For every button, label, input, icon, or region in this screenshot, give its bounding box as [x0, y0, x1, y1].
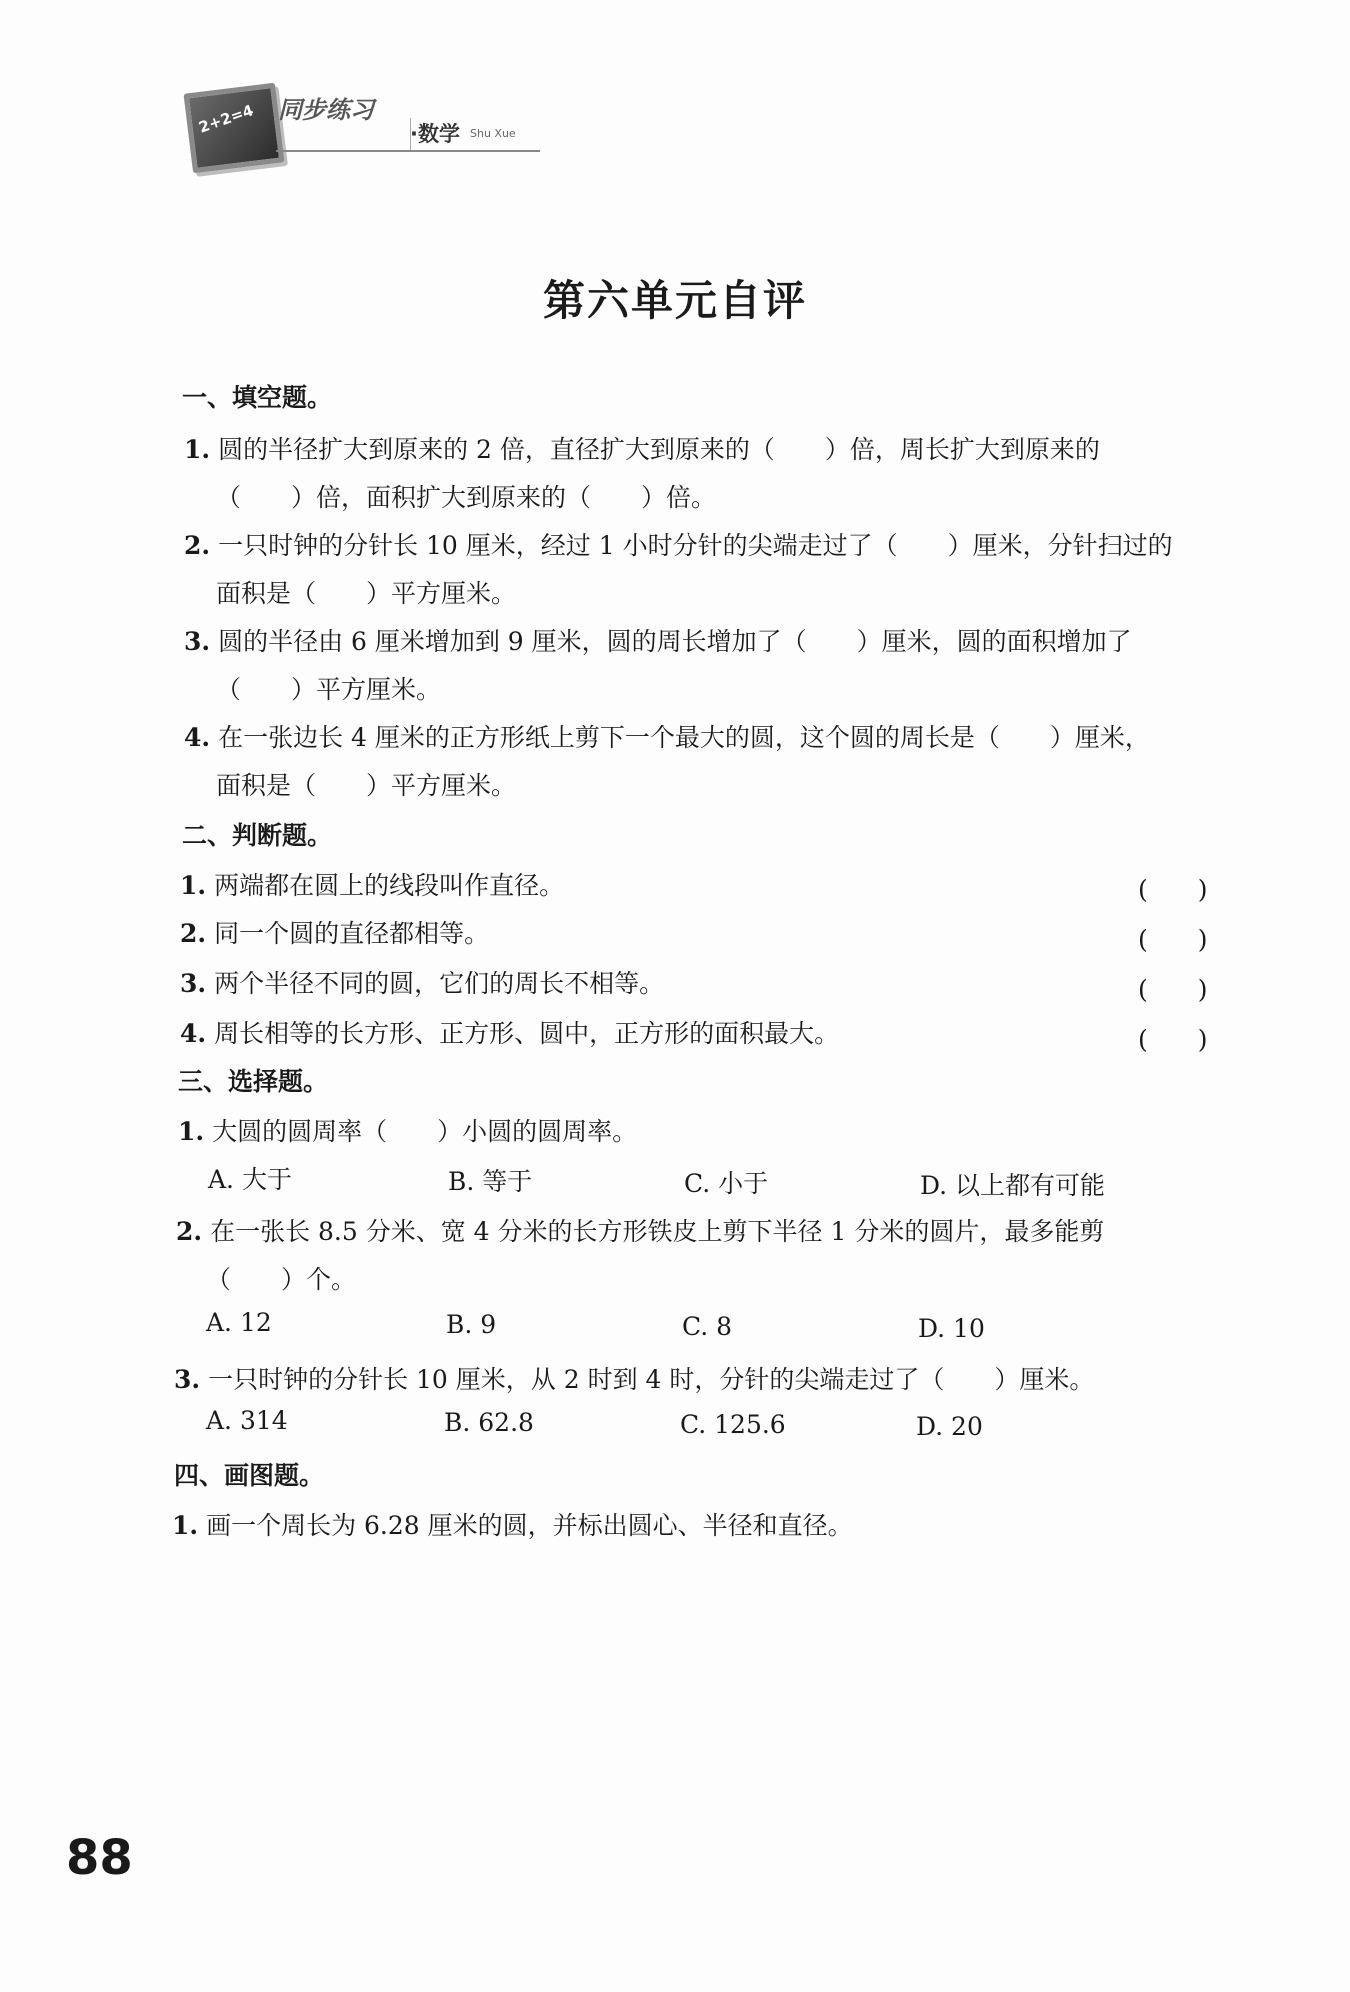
question-number: 1.	[172, 1511, 199, 1540]
section-draw-heading: 四、画图题。	[174, 1461, 325, 1490]
header-subject-text: 数学	[417, 122, 460, 146]
question-text: 两端都在圆上的线段叫作直径。	[214, 871, 565, 900]
question-text: 同一个圆的直径都相等。	[214, 919, 490, 948]
question-number: 3.	[180, 969, 207, 998]
option-a[interactable]: A. 314	[206, 1406, 288, 1435]
page-title: 第六单元自评	[542, 276, 807, 325]
choice-q2-line2: （ ）个。	[206, 1265, 357, 1294]
fill-q2-line2: 面积是（ ）平方厘米。	[216, 579, 517, 608]
option-c[interactable]: C. 125.6	[680, 1410, 786, 1439]
question-text: 在一张长 8.5 分米、宽 4 分米的长方形铁皮上剪下半径 1 分米的圆片，最多能剪	[210, 1217, 1105, 1246]
option-a[interactable]: A. 12	[206, 1308, 272, 1337]
fill-q1-line2: （ ）倍，面积扩大到原来的（ ）倍。	[216, 483, 717, 512]
header-dot: ·	[410, 122, 418, 146]
board-text: 2+2=4	[196, 101, 256, 137]
choice-q2-line1	[176, 1212, 1104, 1248]
question-text: 圆的半径由 6 厘米增加到 9 厘米，圆的周长增加了（ ）厘米，圆的面积增加了	[218, 627, 1132, 656]
judge-q3	[180, 964, 664, 1000]
question-number: 1.	[178, 1117, 205, 1146]
question-text: 两个半径不同的圆，它们的周长不相等。	[214, 969, 665, 998]
question-number: 3.	[174, 1365, 201, 1394]
question-number: 2.	[180, 919, 207, 948]
option-d[interactable]: D. 10	[918, 1314, 985, 1343]
section-choice-heading: 三、选择题。	[178, 1067, 329, 1096]
question-text: 大圆的圆周率（ ）小圆的圆周率。	[212, 1117, 638, 1146]
question-number: 2.	[184, 531, 211, 560]
fill-q4-line1	[184, 718, 1150, 754]
option-c[interactable]: C. 8	[682, 1312, 733, 1341]
judge-q1	[180, 866, 564, 902]
option-b[interactable]: B. 等于	[448, 1167, 533, 1196]
question-text: 一只时钟的分针长 10 厘米，从 2 时到 4 时，分针的尖端走过了（ ）厘米。	[208, 1365, 1095, 1394]
section-judge-heading: 二、判断题。	[182, 821, 333, 850]
answer-paren[interactable]: ( )	[1138, 925, 1208, 954]
question-text: 在一张边长 4 厘米的正方形纸上剪下一个最大的圆，这个圆的周长是（ ）厘米，	[218, 723, 1150, 752]
option-b[interactable]: B. 9	[446, 1310, 497, 1339]
answer-paren[interactable]: ( )	[1138, 975, 1208, 1004]
question-number: 4.	[180, 1019, 207, 1048]
question-text: 一只时钟的分针长 10 厘米，经过 1 小时分针的尖端走过了（ ）厘米，分针扫过的	[218, 531, 1173, 560]
chalkboard-icon	[183, 83, 284, 174]
question-number: 1.	[184, 435, 211, 464]
option-b[interactable]: B. 62.8	[444, 1408, 534, 1437]
header-underline	[276, 150, 540, 152]
fill-q2-line1	[184, 526, 1173, 562]
choice-q1	[178, 1112, 637, 1148]
option-d[interactable]: D. 以上都有可能	[920, 1171, 1106, 1200]
option-c[interactable]: C. 小于	[684, 1169, 769, 1198]
choice-q3	[174, 1360, 1094, 1396]
section-fill-heading: 一、填空题。	[182, 383, 333, 412]
question-number: 4.	[184, 723, 211, 752]
question-text: 周长相等的长方形、正方形、圆中，正方形的面积最大。	[214, 1019, 840, 1048]
fill-q3-line2: （ ）平方厘米。	[216, 675, 442, 704]
answer-paren[interactable]: ( )	[1138, 1025, 1208, 1054]
judge-q2	[180, 914, 489, 950]
answer-paren[interactable]: ( )	[1138, 875, 1208, 904]
page-number: 88	[66, 1830, 133, 1886]
option-a[interactable]: A. 大于	[208, 1165, 292, 1194]
header-logo	[180, 82, 560, 162]
judge-q4	[180, 1014, 839, 1050]
question-number: 2.	[176, 1217, 203, 1246]
header-title: 同步练习	[278, 96, 374, 124]
fill-q3-line1	[184, 622, 1132, 658]
question-text: 画一个周长为 6.28 厘米的圆，并标出圆心、半径和直径。	[206, 1511, 853, 1540]
option-d[interactable]: D. 20	[916, 1412, 983, 1441]
question-text: 圆的半径扩大到原来的 2 倍，直径扩大到原来的（ ）倍，周长扩大到原来的	[218, 435, 1100, 464]
question-number: 3.	[184, 627, 211, 656]
question-number: 1.	[180, 871, 207, 900]
header-subject	[410, 118, 460, 148]
draw-q1	[172, 1506, 853, 1542]
header-pinyin: Shu Xue	[470, 127, 516, 140]
fill-q4-line2: 面积是（ ）平方厘米。	[216, 771, 517, 800]
fill-q1-line1	[184, 430, 1100, 466]
